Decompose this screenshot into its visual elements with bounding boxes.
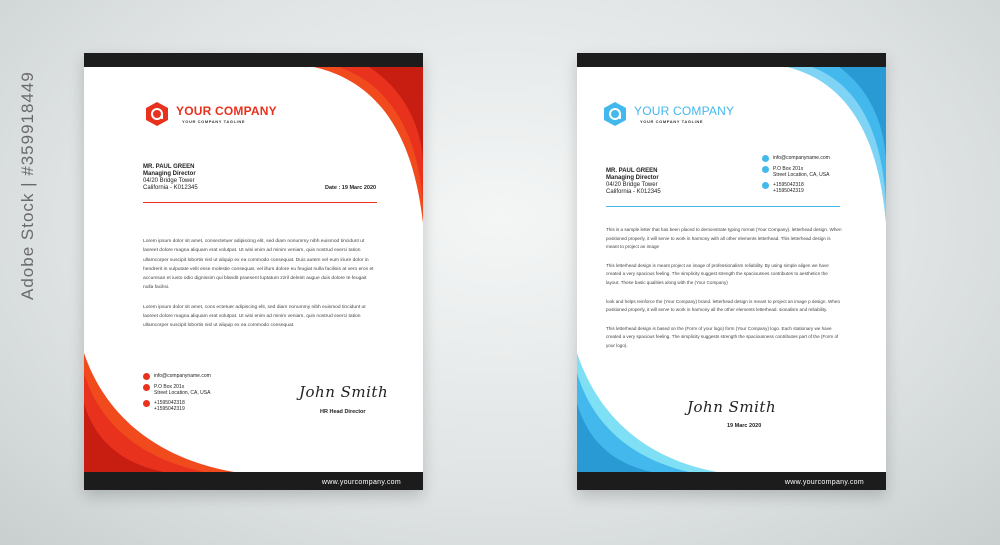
recipient-role: Managing Director xyxy=(143,171,196,177)
company-name: YOUR COMPANY xyxy=(176,104,277,118)
paragraph: This letterhead design is meant project an image of professionalism reliability. By using simple aligen we have created a very spacious feeling. The simplicity suggest strength the spaciousnes contributes to aesthetics the layout. These basic qualities along with the (Your Company) xyxy=(606,262,829,285)
top-bar xyxy=(577,53,886,67)
footer-website[interactable]: www.yourcompany.com xyxy=(784,479,864,486)
recipient-name: MR. PAUL GREEN xyxy=(606,168,658,174)
phone-icon xyxy=(143,400,150,407)
email-icon xyxy=(143,373,150,380)
signature: John Smith xyxy=(299,383,389,401)
paragraph: Lorem ipsum dolor sit amet, consectetuer adipiscing elit, sed diam nonummy nibh euismod tincidunt ut laoreet dolore magna aliquam erat volutpat. Ut wisi enim ad minim veniam, quis nostrud exerci tation ullamcorper suscipit lobortis nisl ut aliquip ex ea commodo consequat. Duis autem vel eum iriure dolor in hendrerit in vulputate velit esse molestie consequat, vel illum dolore eu feugiat nulla facilisis at vero eros et accumsan et iusto odio dignissim qui blandit praesent luptatum zzril delenit augue duis dolore te feugait nulla facilisi. xyxy=(143,239,374,291)
letter-date: Date : 19 Marc 2020 xyxy=(325,185,377,191)
recipient-address-1: 04/20 Bridge Tower xyxy=(606,182,658,188)
location-icon xyxy=(762,166,769,173)
recipient-block xyxy=(143,164,198,192)
recipient-block xyxy=(606,168,661,196)
signature: John Smith xyxy=(687,398,777,416)
header-divider xyxy=(606,206,840,207)
contact-phone-1: +1595042318 xyxy=(773,182,804,188)
header-divider xyxy=(143,202,377,203)
company-tagline: YOUR COMPANY TAGLINE xyxy=(640,119,704,124)
stock-watermark: Adobe Stock | #359918449 xyxy=(18,71,37,300)
contact-phone-2: +1595042319 xyxy=(154,406,185,412)
contact-phone-2: +1595042319 xyxy=(773,188,804,194)
letter-body xyxy=(606,226,842,361)
red-letterhead xyxy=(84,53,423,490)
paragraph: This is a sample letter that has been placed to demonstrate typing rormat (Your Company). letterhead design. When positioned properly, it will serve to work in harmony with all other elements letterhead. This letterhead design is meant to project an image xyxy=(606,227,842,250)
paragraph: look and helps reinforce the (Your Company) brand. letterhead design is meant to project an image p design. When positioned properly, it will serve to work in harmony all the other elements letterhead. sionalism and reliability. xyxy=(606,298,840,313)
recipient-address-1: 04/20 Bridge Tower xyxy=(143,178,195,184)
contact-email: info@companyname.com xyxy=(773,155,830,161)
footer-website[interactable]: www.yourcompany.com xyxy=(321,479,401,486)
blue-letterhead xyxy=(577,53,886,490)
paragraph: This letterhead design is based on the (Form of your logo) form (Your Company) logo. Each stationary we have created a very spacious feeling. The simplicity suggests strength the spaciousness contributes part of the (Form of your logo). xyxy=(606,325,839,348)
paragraph: Lorem ipsum dolor sit amet, cons ectetuer adipiscing elit, sed diam nonummy nibh euismod tincidunt ut laoreet dolore magna aliquam erat volutpat. Ut wisi enim ad minim veniam, quis nostrud exerci tation ullamcorper suscipit lobortis nisl ut aliquip ex ea commodo consequat. xyxy=(143,304,366,329)
email-icon xyxy=(762,155,769,162)
contact-info xyxy=(143,373,211,416)
recipient-address-2: California - K012345 xyxy=(143,185,198,191)
company-name: YOUR COMPANY xyxy=(634,104,735,118)
company-tagline: YOUR COMPANY TAGLINE xyxy=(182,119,246,124)
hexagon-logo-icon xyxy=(144,101,170,127)
footer-bar xyxy=(84,472,423,490)
top-bar xyxy=(84,53,423,67)
footer-bar xyxy=(577,472,886,490)
phone-icon xyxy=(762,182,769,189)
recipient-address-2: California - K012345 xyxy=(606,189,661,195)
recipient-name: MR. PAUL GREEN xyxy=(143,164,195,170)
hexagon-logo-icon xyxy=(602,101,628,127)
signature-date: 19 Marc 2020 xyxy=(727,423,762,429)
letter-body xyxy=(143,237,378,341)
contact-phone-1: +1595042318 xyxy=(154,400,185,406)
contact-address-1: P.O Box 201x xyxy=(154,384,185,390)
contact-info xyxy=(762,155,830,198)
contact-address-2: Street Location, CA, USA xyxy=(773,172,830,178)
company-logo xyxy=(602,101,734,127)
contact-email: info@companyname.com xyxy=(154,373,211,379)
company-logo xyxy=(144,101,277,127)
contact-address-1: P.O Box 201x xyxy=(773,166,804,172)
contact-address-2: Street Location, CA, USA xyxy=(154,390,211,396)
signer-role: HR Head Director xyxy=(320,409,366,415)
recipient-role: Managing Director xyxy=(606,175,659,181)
location-icon xyxy=(143,384,150,391)
